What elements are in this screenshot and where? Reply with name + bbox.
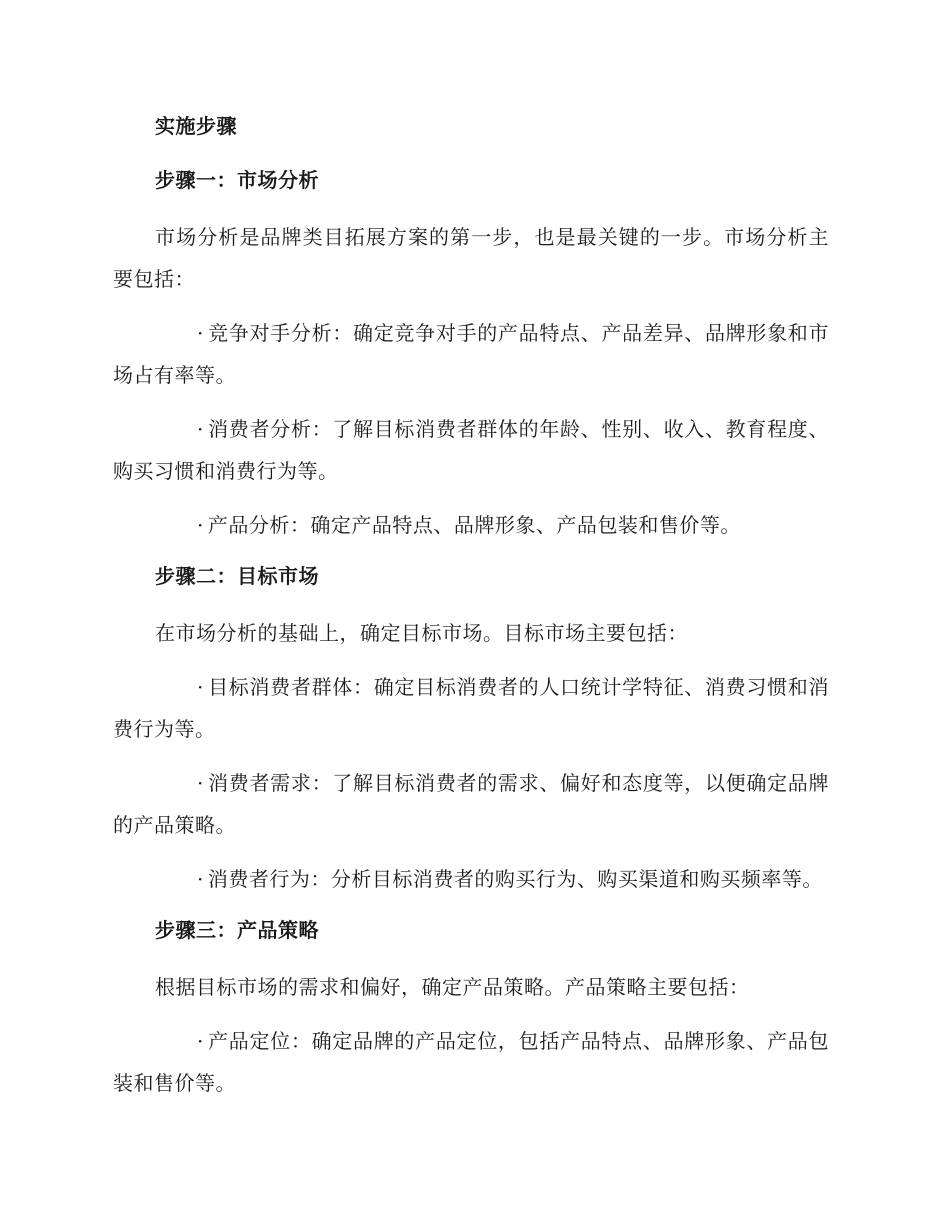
bullet-item	[113, 1020, 829, 1104]
bullet-item	[113, 666, 829, 750]
bullet-text: 消费者行为：分析目标消费者的购买行为、购买渠道和购买频率等。	[207, 867, 823, 891]
section-heading: 步骤一：市场分析	[155, 168, 319, 192]
bullet-dot: ·	[197, 417, 204, 441]
section-intro: 在市场分析的基础上，确定目标市场。目标市场主要包括：	[155, 621, 688, 645]
bullet-item	[113, 762, 829, 846]
bullet-dot: ·	[197, 513, 204, 537]
bullet-dot: ·	[197, 321, 204, 345]
bullet-text: 产品分析：确定产品特点、品牌形象、产品包装和售价等。	[207, 513, 741, 537]
bullet-dot: ·	[197, 1029, 204, 1053]
document-title: 实施步骤	[155, 114, 237, 138]
bullet-dot: ·	[197, 771, 204, 795]
section-heading: 步骤三：产品策略	[155, 918, 319, 942]
bullet-item	[113, 858, 829, 900]
bullet-dot: ·	[197, 867, 204, 891]
bullet-text: 消费者需求：了解目标消费者的需求、偏好和态度等，以便确定品牌的产品策略。	[113, 771, 829, 837]
bullet-text: 消费者分析：了解目标消费者群体的年龄、性别、收入、教育程度、购买习惯和消费行为等。	[113, 417, 829, 483]
bullet-item	[113, 312, 829, 396]
bullet-dot: ·	[197, 675, 204, 699]
bullet-item	[113, 504, 829, 546]
bullet-text: 竞争对手分析：确定竞争对手的产品特点、产品差异、品牌形象和市场占有率等。	[113, 321, 829, 387]
section-heading: 步骤二：目标市场	[155, 564, 319, 588]
section-3	[113, 912, 829, 1104]
bullet-text: 目标消费者群体：确定目标消费者的人口统计学特征、消费习惯和消费行为等。	[113, 675, 829, 741]
section-1	[113, 162, 829, 546]
bullet-item	[113, 408, 829, 492]
bullet-text: 产品定位：确定品牌的产品定位，包括产品特点、品牌形象、产品包装和售价等。	[113, 1029, 829, 1095]
document-page	[113, 108, 829, 1116]
section-intro: 市场分析是品牌类目拓展方案的第一步，也是最关键的一步。市场分析主要包括：	[113, 225, 829, 291]
section-intro: 根据目标市场的需求和偏好，确定产品策略。产品策略主要包括：	[155, 975, 750, 999]
section-2	[113, 558, 829, 900]
